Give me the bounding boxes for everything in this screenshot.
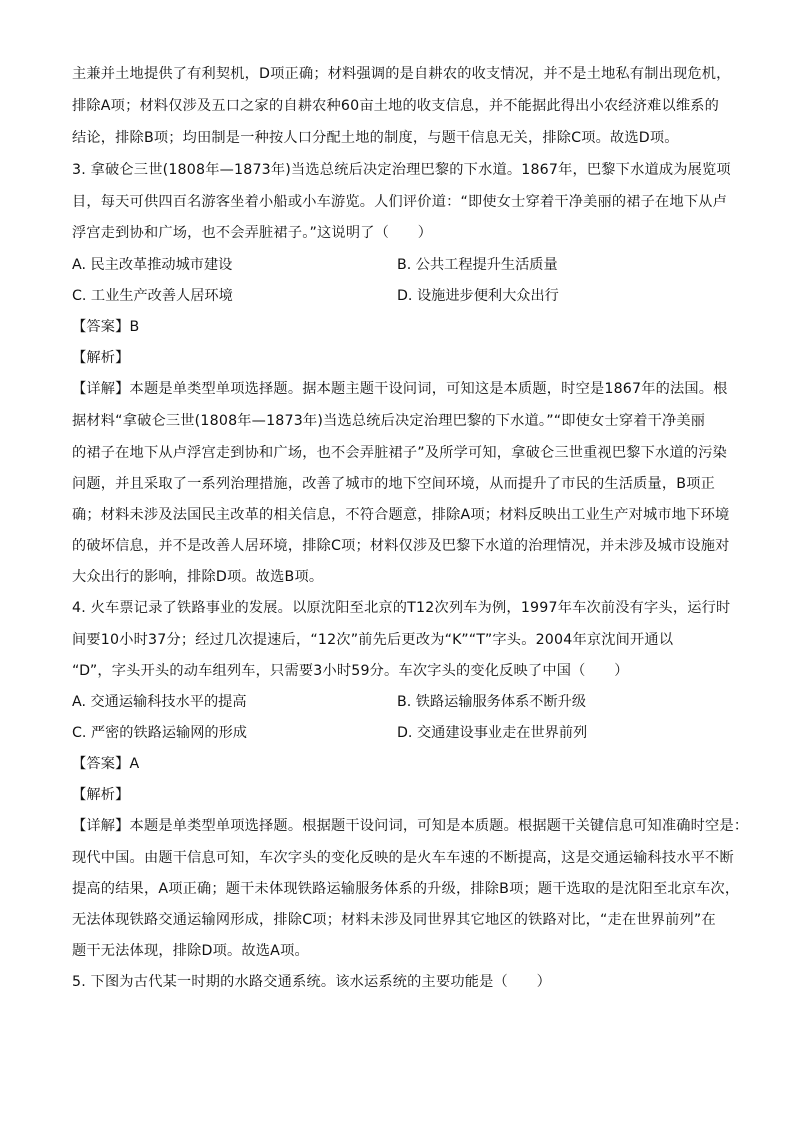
q4-option-c: C. 严密的铁路运输网的形成	[72, 725, 247, 741]
q2-analysis-line: 主兼并土地提供了有利契机，D项正确；材料强调的是自耕农的收支情况，并不是土地私有制出现危机，	[72, 66, 731, 82]
q2-analysis-line: 排除A项；材料仅涉及五口之家的自耕农种60亩土地的收支信息，并不能据此得出小农经济难以维系的	[72, 98, 720, 114]
q4-stem-line: 间要10小时37分；经过几次提速后，“12次”前先后更改为“K”“T”字头。2004年京沈间开通以	[72, 632, 674, 648]
q4-detail-line: 无法体现铁路交通运输网形成，排除C项；材料未涉及同世界其它地区的铁路对比，“走在世界前列”在	[72, 912, 716, 928]
q3-detail-line: 大众出行的影响，排除D项。故选B项。	[72, 569, 324, 585]
q3-option-b: B. 公共工程提升生活质量	[397, 257, 558, 273]
q4-detail-line: 提高的结果，A项正确；题干未体现铁路运输服务体系的升级，排除B项；题干选取的是沈阳至北京车次，	[72, 881, 740, 897]
q4-stem-line: 4. 火车票记录了铁路事业的发展。以原沈阳至北京的T12次列车为例，1997年车次前没有字头，运行时	[72, 600, 731, 616]
q3-answer: 【答案】B	[72, 319, 140, 335]
q3-detail-line: 【详解】本题是单类型单项选择题。据本题主题干设问词，可知这是本质题，时空是1867年的法国。根	[72, 381, 728, 397]
q4-option-d: D. 交通建设事业走在世界前列	[397, 725, 588, 741]
q3-analysis-label: 【解析】	[72, 350, 130, 366]
q3-detail-line: 的裙子在地下从卢浮宫走到协和广场，也不会弄脏裙子”及所学可知，拿破仑三世重视巴黎下水道的污染	[72, 445, 727, 461]
q4-detail-line: 【详解】本题是单类型单项选择题。根据题干设问词，可知是本质题。根据题干关键信息可知准确时空是：	[72, 818, 749, 834]
q4-analysis-label: 【解析】	[72, 787, 130, 803]
q3-option-a: A. 民主改革推动城市建设	[72, 257, 233, 273]
q3-option-c: C. 工业生产改善人居环境	[72, 288, 233, 304]
q4-detail-line: 题干无法体现，排除D项。故选A项。	[72, 943, 309, 959]
q3-detail-line: 确；材料未涉及法国民主改革的相关信息，不符合题意，排除A项；材料反映出工业生产对城市地下环境	[72, 507, 730, 523]
q4-option-a: A. 交通运输科技水平的提高	[72, 694, 247, 710]
q3-detail-line: 问题，并且采取了一系列治理措施，改善了城市的地下空间环境，从而提升了市民的生活质量，B项正	[72, 476, 715, 492]
q3-option-d: D. 设施进步便利大众出行	[397, 288, 559, 304]
q5-stem-line: 5. 下图为古代某一时期的水路交通系统。该水运系统的主要功能是（ ）	[72, 974, 552, 990]
q4-answer: 【答案】A	[72, 756, 140, 772]
q3-stem-line: 目，每天可供四百名游客坐着小船或小车游览。人们评价道：“即使女士穿着干净美丽的裙子在地下从卢	[72, 194, 727, 210]
q4-detail-line: 现代中国。由题干信息可知，车次字头的变化反映的是火车车速的不断提高，这是交通运输科技水平不断	[72, 850, 734, 866]
q3-stem-line: 浮宫走到协和广场，也不会弄脏裙子。”这说明了（ ）	[72, 225, 433, 241]
q3-stem-line: 3. 拿破仑三世(1808年—1873年)当选总统后决定治理巴黎的下水道。1867年，巴黎下水道成为展览项	[72, 162, 731, 178]
q3-detail-line: 的破坏信息，并不是改善人居环境，排除C项；材料仅涉及巴黎下水道的治理情况，并未涉及城市设施对	[72, 538, 730, 554]
q3-detail-line: 据材料“拿破仑三世(1808年—1873年)当选总统后决定治理巴黎的下水道。”“即使女士穿着干净美丽	[72, 413, 706, 429]
q4-stem-line: “D”，字头开头的动车组列车，只需要3小时59分。车次字头的变化反映了中国（ ）	[72, 663, 629, 679]
q4-option-b: B. 铁路运输服务体系不断升级	[397, 694, 587, 710]
q2-analysis-line: 结论，排除B项；均田制是一种按人口分配土地的制度，与题干信息无关，排除C项。故选D项。	[72, 130, 679, 146]
